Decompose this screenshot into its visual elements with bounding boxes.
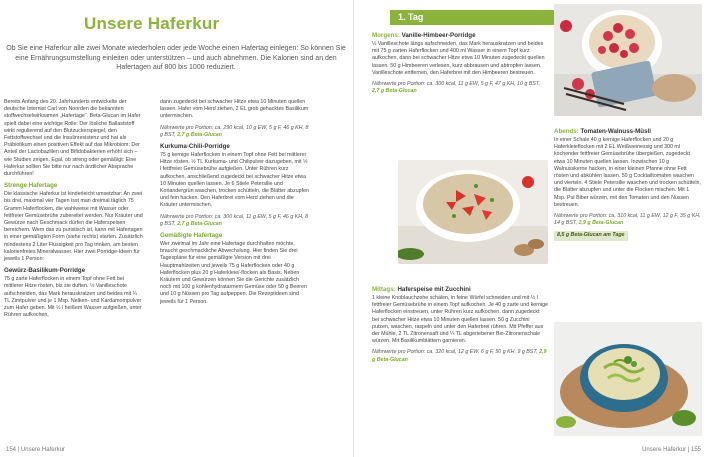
mittags-dish-name: Haferspeise mit Zucchini: [397, 286, 471, 293]
abends-meal-label: Abends:: [554, 128, 579, 135]
gemaessigte-heading: Gemäßigte Hafertage: [160, 232, 223, 240]
photo-zucchini-dish: [554, 322, 702, 436]
strenge-text: Die klassische Haferkur ist kinderleicht umsetzbar: An zwei bis drei, maximal vier Tagen isst man dreimal täglich 75 Gramm Haferflocken, die wahlweise mit Wasser oder fettfreier Gemüsebrühe zubereitet werden. Nur Kräuter und Gewürze nach Geschmack dürfen die Haferspeisen bereichern. Wem das zu puristisch ist, kann mit Hafertagen in einer gemäßigten Form (siehe rechts) starten. Zusätzlich mindestens 2 Liter Flüssigkeit pro Tag trinken, am besten kalorienfreies Mineralwasser. Hier zwei Porridge-Ideen für jeweils 1 Person:: [4, 191, 143, 263]
morgens-meal-label: Morgens:: [372, 32, 400, 39]
nutrition-mittags: [372, 349, 548, 363]
page-number-right: Unsere Haferkur | 155: [642, 447, 701, 453]
mittags-heading: [372, 286, 548, 294]
intro-paragraph: Bereits Anfang des 20. Jahrhunderts entwickelte der deutsche Internist Carl von Noorden die bekannten stoffwechselwirksamen „Hafertage“. Beta-Glucan im Hafer spielt dabei eine wichtige Rolle: Der lösliche Ballaststoff wirkt regulierend auf den Blutzuckerspiegel, den Fettstoffwechsel und die Insulinresistenz und hat als Präbiotikum einen positiven Effekt auf das Mikrobiom: Der Anteil der Lactobazillen und Bifidobakterien erhöht sich – wie Studien zeigen. Egal, ob streng oder gemäßigt: Eine Haferkur sollten Sie bitte nur nach ärztlicher Absprache durchführen!: [4, 99, 141, 178]
intro-text: Ob Sie eine Haferkur alle zwei Monate wiederholen oder jede Woche einen Hafertag einlegen: So können Sie eine Ernährungsumstellung einleiten oder unterstützen – und auch abnehmen. Die Kalorien sind an den Hafertagen auf 800 bis 1000 reduziert.: [6, 45, 346, 72]
nutrition-morgens-text: Nährwerte pro Portion: ca. 300 kcal, 11 g EW, 5 g F, 47 g KH, 10 g BST,: [372, 81, 541, 88]
morgens-dish-name: Vanille-Himbeer-Porridge: [401, 32, 476, 39]
strenge-heading: Strenge Hafertage: [4, 182, 58, 190]
left-column-2: [160, 99, 310, 310]
nutrition-basilikum-text: Nährwerte pro Portion: ca. 290 kcal, 10 g EW, 5 g F, 46 g KH, 8 g BST,: [160, 124, 309, 138]
photo-raspberry-porridge: [554, 4, 702, 116]
page-title: Unsere Haferkur: [84, 14, 220, 33]
page-number-left: 154 | Unsere Haferkur: [6, 447, 65, 453]
abends-text: In einer Schale 40 g kernige Haferflocken und 20 g Haferkleieflocken mit 2 EL Weißweinessig und 300 ml kochender fettfreier Gemüsebrühe übergießen, zugedeckt etwa 10 Minuten quellen lassen. Inzwischen 10 g Walnusskerne hacken, in einer kleinen Pfanne ohne Fett rösten und abkühlen lassen. 50 g Cocktailtomaten waschen und vierteln. 4 Stiele Petersilie waschen und trocken schütteln, die Blätter abzupfen und unter die Flocken mischen. Mit 1 Msp. Pul Biber würzen, mit den Tomaten und den Nüssen bestreuen.: [554, 137, 701, 208]
kurkuma-heading: Kurkuma-Chili-Porridge: [160, 143, 230, 151]
left-column-1: [4, 99, 144, 323]
basilikum-continued: dann zugedeckt bei schwacher Hitze etwa 10 Minuten quellen lassen. Hafer vom Herd ziehen, 2 EL grob gehacktes Basilikum untermischen.: [160, 99, 309, 120]
nutrition-abends-glucan: 2,9 g Beta-Glucan: [578, 220, 624, 227]
morgens-text: ½ Vanilleschote längs aufschneiden, das Mark herauskratzen und beides mit 75 g zarten Haferflocken und 400 ml Wasser in einem Topf kurz aufkochen, dann bei schwacher Hitze etwa 10 Minuten zugedeckt quellen lassen. 50 g Himbeeren verlesen, kurz abbrausen und abtropfen lassen. Vanilleschote entfernen, den Haferbrei mit den Himbeeren bestreuen.: [372, 41, 545, 76]
nutrition-kurkuma-glucan: 2,7 g Beta-Glucan: [177, 220, 222, 227]
nutrition-morgens: [372, 81, 548, 95]
mittags-section: [372, 286, 548, 368]
nutrition-basilikum: [160, 125, 310, 139]
daily-glucan-badge: 8,5 g Beta-Glucan am Tage: [554, 231, 628, 240]
photo-tomato-muesli: [398, 160, 548, 264]
nutrition-abends: [554, 213, 702, 227]
nutrition-morgens-glucan: 2,7 g Beta-Glucan: [372, 88, 417, 95]
nutrition-kurkuma: [160, 214, 310, 228]
daily-glucan-line: [554, 231, 702, 240]
day-label: 1. Tag: [398, 12, 424, 22]
abends-section: [554, 128, 702, 245]
nutrition-mittags-text: Nährwerte pro Portion: ca. 320 kcal, 12 g EW, 6 g F, 50 g KH, 9 g BST,: [372, 349, 538, 356]
nutrition-mittags-glucan: 2,9 g Beta-Glucan: [372, 349, 547, 363]
abends-dish-name: Tomaten-Walnuss-Müsli: [580, 128, 651, 135]
mittags-text: 1 kleine Knoblauchzehe schälen, in feine Würfel schneiden und mit ½ l fettfreier Gemüsebrühe in einem Topf aufkochen. Je 40 g zarte und kernige Haferflocken einstreuen, unter Rühren kurz aufkochen, dann zugedeckt bei schwacher Hitze etwa 10 Minuten quellen lassen. 50 g Zucchini putzen, waschen, raspeln und unter den Haferbrei rühren. Mit Pfeffer aus der Mühle, 2 TL Zitronensaft und ¼ TL abgeriebener Bio-Zitronenschale würzen. Mit Basilikumblättern garnieren.: [372, 295, 548, 345]
morgens-heading: [372, 32, 548, 40]
gemaessigte-text: Wer zweimal im Jahr eine Hafertage durchhalten möchte, braucht geschmackliche Abwechslung. Hier finden Sie drei Tagespläne für eine gemäßigte Version mit drei Hauptmahlzeiten und jeweils 75 g Haferflocken oder 40 g Haferflocken plus 20 g Haferkleie/-flocken als Basis. Neben Kräutern und Gewürzen können Sie die Gerichte zusätzlich noch mit 100 g kohlenhydratarmem Gemüse oder 50 g Beeren und 10 g Nüssen pro Tag aufpeppen. Die Rezeptideen sind jeweils für 1 Person.: [160, 241, 307, 305]
nutrition-abends-text: Nährwerte pro Portion: ca. 310 kcal, 11 g EW, 12 g F, 35 g KH, 14 g BST,: [554, 213, 701, 227]
basilikum-heading: Gewürz-Basilikum-Porridge: [4, 267, 86, 275]
right-page: [354, 0, 707, 457]
nutrition-kurkuma-text: Nährwerte pro Portion: ca. 300 kcal, 11 g EW, 5 g F, 46 g KH, 8 g BST,: [160, 213, 308, 227]
kurkuma-text: 75 g kernige Haferflocken in einem Topf ohne Fett bei mittlerer Hitze rösten. ½ TL Kurkuma- und Chilipulver dazugeben, mit ½ l fettfreier Gemüsebrühe aufgießen. Unter Rühren kurz aufkochen, anschließend zugedeckt bei schwacher Hitze etwa 10 Minuten quellen lassen. Je 6 Stiele Petersilie und Koriandergrün waschen, trocken schütteln, die Blätter abzupfen und fein hacken. Den Haferbrei vom Herd ziehen und die Kräuter untermischen.: [160, 152, 309, 209]
basilikum-text: 75 g zarte Haferflocken in einem Topf ohne Fett bei mittlerer Hitze rösten, bis sie duften. ½ Vanilleschote aufschneiden, das Mark herauskratzen und beides mit ¼ TL Zimtpulver und je 1 Msp. Nelken- und Kardamompulver zum Hafer geben. Mit ½ l heißem Wasser aufgießen, unter Rühren aufkochen,: [4, 276, 142, 319]
abends-heading: [554, 128, 702, 136]
mittags-meal-label: Mittags:: [372, 286, 396, 293]
nutrition-basilikum-glucan: 2,7 g Beta-Glucan: [177, 131, 222, 138]
morgens-section: [372, 32, 548, 99]
